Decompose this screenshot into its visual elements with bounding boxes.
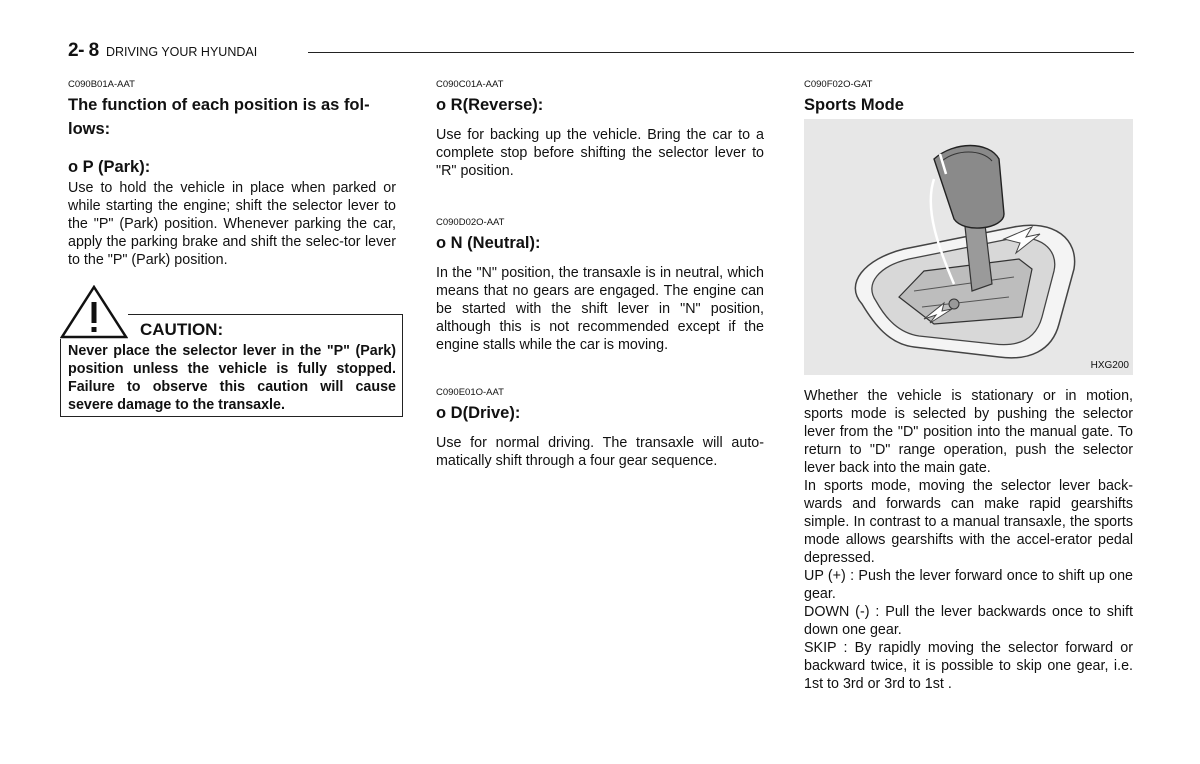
heading-drive: o D(Drive): — [436, 404, 521, 422]
gear-shifter-image — [804, 119, 1133, 375]
park-description: Use to hold the vehicle in place when parked or while starting the engine; shift the selector lever to the "P" (Park) position. Whenever parking the car, apply the parking brake and shift the selec-tor lever to the "P" (Park) position. — [68, 180, 396, 268]
heading-function-positions: The function of each position is as fol-lows: — [68, 96, 370, 138]
caution-text: Never place the selector lever in the "P" (Park) position unless the vehicle is fully stopped. Failure to observe this caution will cause severe damage to the transaxle. — [68, 343, 396, 413]
neutral-description: In the "N" position, the transaxle is in neutral, which means that no gears are engaged. The engine can be started with the shift lever in "N" position, although this is not recommended except if the engine stalls while the car is moving. — [436, 265, 764, 353]
section-code: C090E01O-AAT — [436, 387, 504, 398]
gear-selector-illustration — [804, 119, 1133, 375]
sports-mode-down: DOWN (-) : Pull the lever backwards once to shift down one gear. — [804, 604, 1133, 638]
page-header — [68, 40, 1134, 64]
heading-park: o P (Park): — [68, 158, 151, 176]
sports-mode-up: UP (+) : Push the lever forward once to shift up one gear. — [804, 568, 1133, 602]
page-number: 2- 8 — [68, 40, 99, 61]
sports-mode-skip: SKIP : By rapidly moving the selector forward or backward twice, it is possible to skip one gear, i.e. 1st to 3rd or 3rd to 1st . — [804, 640, 1133, 692]
section-code: C090F02O-GAT — [804, 79, 873, 90]
heading-sports-mode: Sports Mode — [804, 96, 904, 114]
heading-reverse: o R(Reverse): — [436, 96, 544, 114]
sports-mode-paragraph-1: Whether the vehicle is stationary or in motion, sports mode is selected by pushing the selector lever from the "D" position into the manual gate. To return to "D" range operation, push the selector lever back into the main gate. — [804, 388, 1133, 476]
caution-block — [60, 285, 403, 418]
section-code: C090C01A-AAT — [436, 79, 504, 90]
caution-heading: CAUTION: — [140, 320, 224, 339]
sports-mode-paragraph-2: In sports mode, moving the selector lever back-wards and forwards can make rapid gearshifts simple. In contrast to a manual transaxle, the sports mode allows gearshifts with the accel-erator pedal depressed. — [804, 478, 1133, 566]
figure-label: HXG200 — [1090, 360, 1129, 371]
warning-triangle-icon — [60, 285, 128, 339]
column-left — [68, 79, 396, 269]
column-right — [804, 79, 1133, 693]
section-title: DRIVING YOUR HYUNDAI — [106, 45, 258, 59]
column-middle — [436, 79, 764, 470]
header-rule — [308, 52, 1134, 53]
section-code: C090B01A-AAT — [68, 79, 135, 90]
drive-description: Use for normal driving. The transaxle will auto-matically shift through a four gear sequence. — [436, 435, 764, 469]
heading-neutral: o N (Neutral): — [436, 234, 541, 252]
section-code: C090D02O-AAT — [436, 217, 505, 228]
reverse-description: Use for backing up the vehicle. Bring the car to a complete stop before shifting the selector lever to "R" position. — [436, 127, 764, 179]
